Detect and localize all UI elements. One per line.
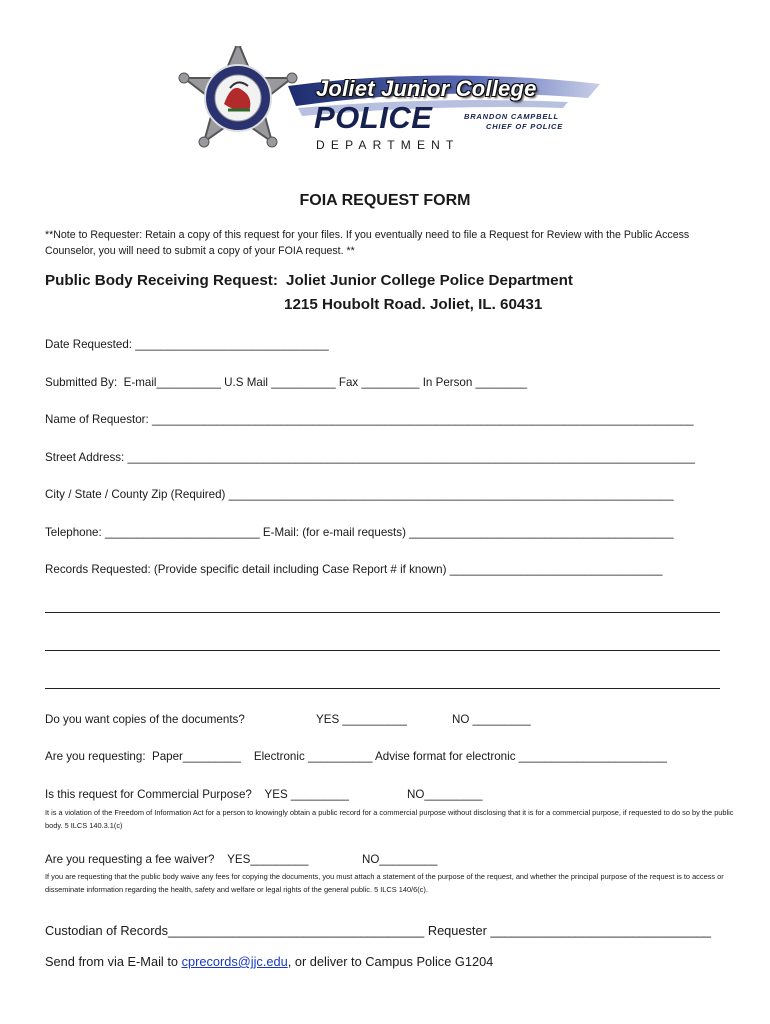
submitted-by-field[interactable]: Submitted By: E-mail__________ U.S Mail __________ Fax _________ In Person ________ bbox=[45, 376, 528, 389]
fee-waiver-no-field[interactable]: NO_________ bbox=[362, 853, 438, 866]
records-line-3[interactable] bbox=[45, 688, 720, 689]
custodian-requester-line[interactable]: Custodian of Records____________________________________ Requester _______________________________ bbox=[45, 923, 712, 938]
street-address-field[interactable]: Street Address: ________________________________________________________________________________________ bbox=[45, 451, 695, 464]
public-body-address: 1215 Houbolt Road. Joliet, IL. 60431 bbox=[284, 296, 543, 313]
name-of-requestor-field[interactable]: Name of Requestor: ____________________________________________________________________________________ bbox=[45, 413, 694, 426]
logo-chief-name: BRANDON CAMPBELL bbox=[464, 112, 559, 121]
commercial-no-field[interactable]: NO_________ bbox=[407, 788, 483, 801]
logo-department-word: DEPARTMENT bbox=[316, 138, 460, 152]
email-link[interactable]: cprecords@jjc.edu bbox=[181, 954, 288, 969]
fee-waiver-field[interactable]: Are you requesting a fee waiver? YES_________ bbox=[45, 853, 309, 866]
logo-police-word: POLICE bbox=[314, 100, 433, 135]
send-prefix: Send from via E-Mail to bbox=[45, 954, 182, 969]
date-requested-field[interactable]: Date Requested: ______________________________ bbox=[45, 338, 329, 351]
star-badge-icon bbox=[179, 46, 297, 147]
copies-question: Do you want copies of the documents? bbox=[45, 713, 245, 726]
send-suffix: , or deliver to Campus Police G1204 bbox=[287, 954, 494, 969]
requesting-format-field[interactable]: Are you requesting: Paper_________ Electronic __________ Advise format for electronic _______________________ bbox=[45, 750, 668, 763]
public-body-name: Joliet Junior College Police Department bbox=[286, 272, 573, 289]
records-requested-field[interactable]: Records Requested: (Provide specific detail including Case Report # if known) _________________________________ bbox=[45, 563, 663, 576]
commercial-purpose-note: It is a violation of the Freedom of Information Act for a person to knowingly obtain a public record for a commercial purpose without disclosing that it is for a commercial purpose, if requested to do so by the public body. 5 ILCS 140.3.1(c) bbox=[45, 808, 734, 830]
logo-chief-title: CHIEF OF POLICE bbox=[486, 122, 564, 131]
fee-waiver-note: If you are requesting that the public body waive any fees for copying the documents, you must attach a statement of the purpose of the request, and whether the principal purpose of the request is to access or disseminate information regarding the health, safety and welfare or legal rights of the general public. 5 ILCS 140/6(c). bbox=[45, 872, 724, 894]
copies-no-field[interactable]: NO _________ bbox=[452, 713, 531, 726]
department-logo bbox=[168, 46, 608, 166]
requester-note: **Note to Requester: Retain a copy of this request for your files. If you eventually need to file a Request for Review with the Public Access Counselor, you will need to submit a copy of your FOIA request. ** bbox=[45, 229, 690, 257]
form-title: FOIA REQUEST FORM bbox=[299, 192, 471, 209]
telephone-email-field[interactable]: Telephone: ________________________ E-Mail: (for e-mail requests) _________________________________________ bbox=[45, 526, 674, 539]
logo-college-name: Joliet Junior College bbox=[316, 76, 537, 101]
public-body-label: Public Body Receiving Request: bbox=[45, 272, 278, 289]
city-state-zip-field[interactable]: City / State / County Zip (Required) _____________________________________________________________________ bbox=[45, 488, 674, 501]
copies-yes-field[interactable]: YES __________ bbox=[316, 713, 407, 726]
commercial-purpose-field[interactable]: Is this request for Commercial Purpose? YES _________ bbox=[45, 788, 349, 801]
send-instructions bbox=[45, 954, 493, 969]
records-line-1[interactable] bbox=[45, 612, 720, 613]
records-line-2[interactable] bbox=[45, 650, 720, 651]
